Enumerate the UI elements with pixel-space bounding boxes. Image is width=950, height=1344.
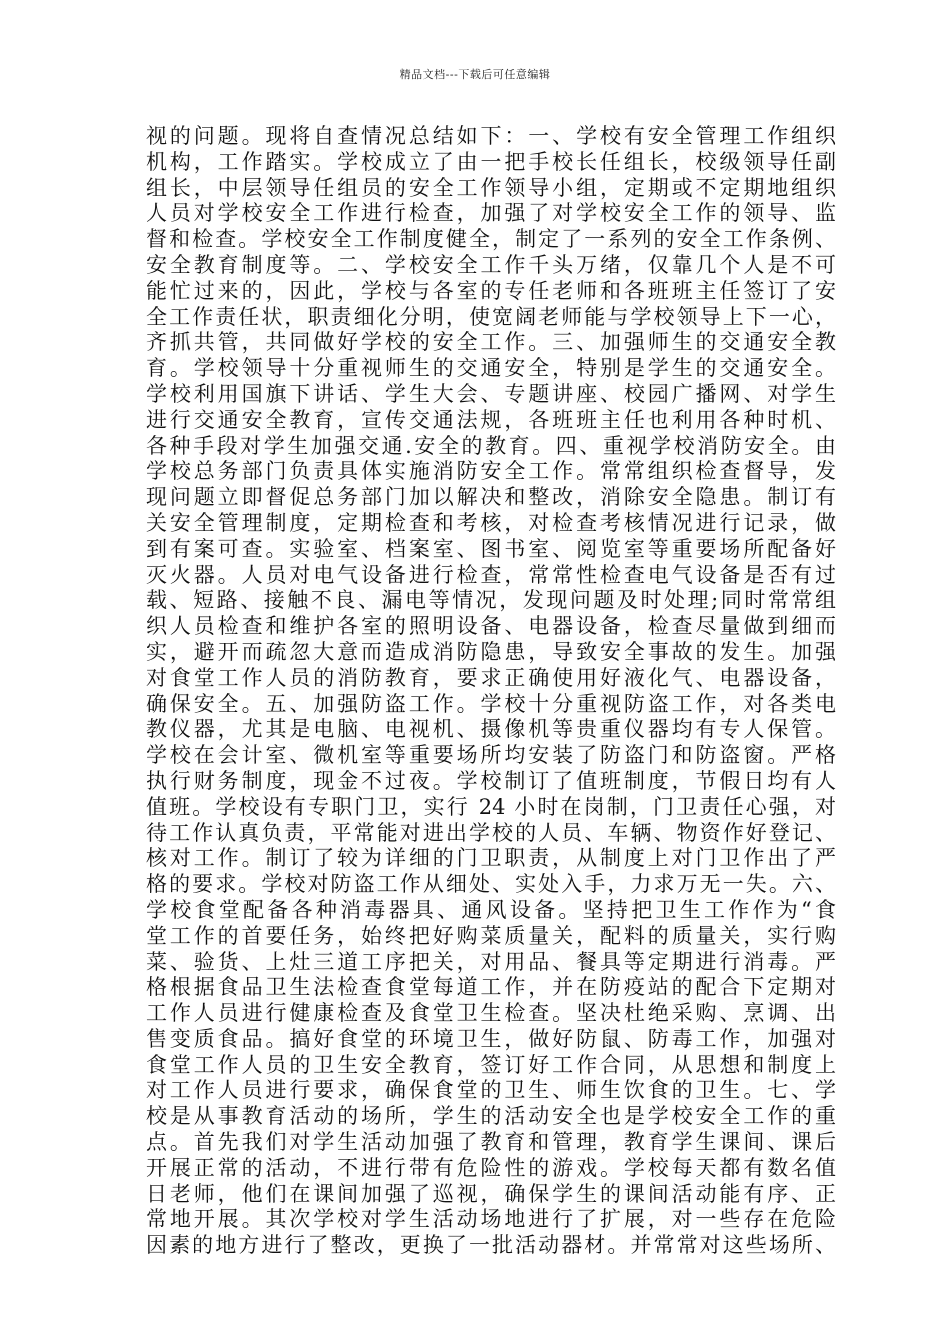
body-text-line: 进行交通安全教育，宣传交通法规，各班班主任也利用各种时机、 [146,407,836,432]
body-text-line: 日老师，他们在课间加强了巡视，确保学生的课间活动能有序、正 [146,1181,836,1206]
body-text-line: 学校食堂配备各种消毒器具、通风设备。坚持把卫生工作作为“食 [146,897,836,922]
body-text-line: 工作人员进行健康检查及食堂卫生检查。坚决杜绝采购、烹调、出 [146,1001,836,1026]
body-text-line: 载、短路、接触不良、漏电等情况，发现问题及时处理;同时常常组 [146,588,836,613]
body-text-line: 人员对学校安全工作进行检查，加强了对学校安全工作的领导、监 [146,201,836,226]
body-text-line: 到有案可查。实验室、档案室、图书室、阅览室等重要场所配备好 [146,536,836,561]
body-text-line: 组长，中层领导任组员的安全工作领导小组，定期或不定期地组织 [146,175,836,200]
body-text-line: 值班。学校设有专职门卫，实行 24 小时在岗制，门卫责任心强，对 [146,794,836,819]
body-text-line: 关安全管理制度，定期检查和考核，对检查考核情况进行记录，做 [146,510,836,535]
body-text-line: 菜、验货、上灶三道工序把关，对用品、餐具等定期进行消毒。严 [146,949,836,974]
document-body [146,124,836,1259]
body-text-line: 对工作人员进行要求，确保食堂的卫生、师生饮食的卫生。七、学 [146,1078,836,1103]
body-text-line: 机构，工作踏实。学校成立了由一把手校长任组长，校级领导任副 [146,149,836,174]
body-text-line: 现问题立即督促总务部门加以解决和整改，消除安全隐患。制订有 [146,485,836,510]
body-text-line: 督和检查。学校安全工作制度健全，制定了一系列的安全工作条例、 [146,227,836,252]
body-text-line: 确保安全。五、加强防盗工作。学校十分重视防盗工作，对各类电 [146,691,836,716]
body-text-line: 对食堂工作人员的消防教育，要求正确使用好液化气、电器设备， [146,665,836,690]
body-text-line: 能忙过来的，因此，学校与各室的专任老师和各班班主任签订了安 [146,278,836,303]
body-text-line: 点。首先我们对学生活动加强了教育和管理，教育学生课间、课后 [146,1130,836,1155]
body-text-line: 售变质食品。搞好食堂的环境卫生，做好防鼠、防毒工作，加强对 [146,1026,836,1051]
body-text-line: 视的问题。现将自查情况总结如下：一、学校有安全管理工作组织 [146,124,836,148]
body-text-line: 待工作认真负责，平常能对进出学校的人员、车辆、物资作好登记、 [146,820,836,845]
page-header-watermark: 精品文档---下载后可任意编辑 [399,68,551,81]
body-text-line: 学校利用国旗下讲话、学生大会、专题讲座、校园广播网、对学生 [146,381,836,406]
body-text-line: 学校在会计室、微机室等重要场所均安装了防盗门和防盗窗。严格 [146,743,836,768]
body-text-line: 各种手段对学生加强交通.安全的教育。四、重视学校消防安全。由 [146,433,836,458]
body-text-line: 实，避开而疏忽大意而造成消防隐患，导致安全事故的发生。加强 [146,639,836,664]
body-text-line: 教仪器，尤其是电脑、电视机、摄像机等贵重仪器均有专人保管。 [146,717,836,742]
body-text-line: 校是从事教育活动的场所，学生的活动安全也是学校安全工作的重 [146,1104,836,1129]
body-text-line: 全工作责任状，职责细化分明，使宽阔老师能与学校领导上下一心， [146,304,836,329]
body-text-line: 格的要求。学校对防盗工作从细处、实处入手，力求万无一失。六、 [146,872,836,897]
body-text-line: 织人员检查和维护各室的照明设备、电器设备，检查尽量做到细而 [146,614,836,639]
body-text-line: 齐抓共管，共同做好学校的安全工作。三、加强师生的交通安全教 [146,330,836,355]
body-text-line: 因素的地方进行了整改，更换了一批活动器材。并常常对这些场所、 [146,1233,836,1258]
body-text-line: 核对工作。制订了较为详细的门卫职责，从制度上对门卫作出了严 [146,846,836,871]
body-text-line: 常地开展。其次学校对学生活动场地进行了扩展，对一些存在危险 [146,1207,836,1232]
body-text-line: 开展正常的活动，不进行带有危险性的游戏。学校每天都有数名值 [146,1155,836,1180]
body-text-line: 育。学校领导十分重视师生的交通安全，特别是学生的交通安全。 [146,356,836,381]
body-text-line: 执行财务制度，现金不过夜。学校制订了值班制度，节假日均有人 [146,768,836,793]
body-text-line: 安全教育制度等。二、学校安全工作千头万绪，仅靠几个人是不可 [146,252,836,277]
body-text-line: 学校总务部门负责具体实施消防安全工作。常常组织检查督导，发 [146,459,836,484]
body-text-line: 食堂工作人员的卫生安全教育，签订好工作合同，从思想和制度上 [146,1052,836,1077]
body-text-line: 格根据食品卫生法检查食堂每道工作，并在防疫站的配合下定期对 [146,975,836,1000]
body-text-line: 堂工作的首要任务，始终把好购菜质量关，配料的质量关，实行购 [146,923,836,948]
body-text-line: 灭火器。人员对电气设备进行检查，常常性检查电气设备是否有过 [146,562,836,587]
